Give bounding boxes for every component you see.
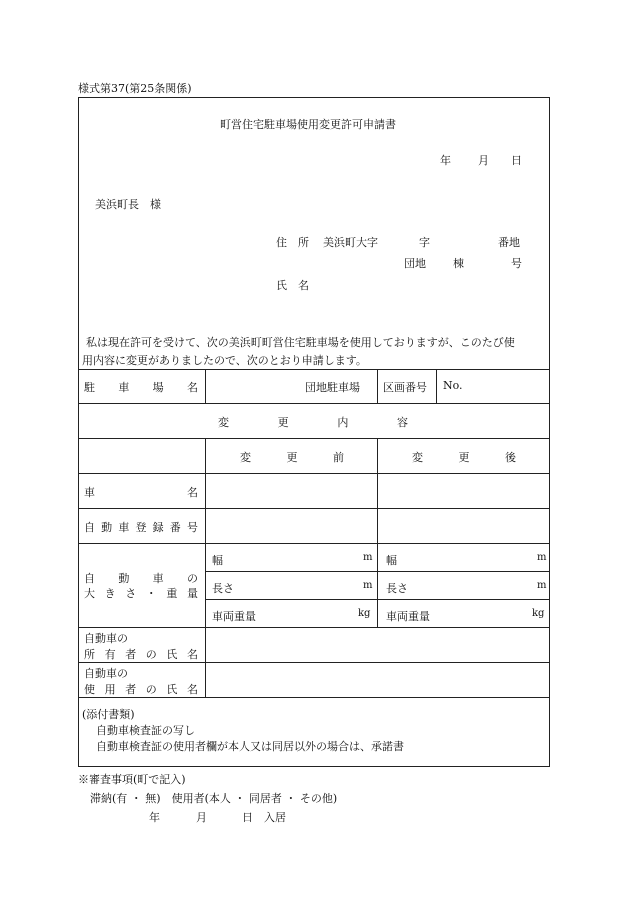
table-top-line: [78, 369, 550, 370]
label-char: 駐: [84, 381, 95, 394]
date-year[interactable]: 年: [440, 154, 451, 167]
before-header: [240, 449, 344, 465]
label-char: 録: [152, 521, 164, 534]
label-char: 変: [218, 416, 229, 429]
table-line: [78, 662, 550, 663]
section-number-field[interactable]: No.: [443, 379, 463, 392]
label-char: 動: [101, 521, 113, 534]
label-char: の: [145, 683, 157, 696]
table-line: [78, 473, 550, 474]
label-char: 動: [118, 572, 130, 585]
label-char: 登: [135, 521, 147, 534]
label-char: 車: [118, 381, 130, 394]
owner-label-2: [84, 646, 198, 662]
width-after-label: 幅: [386, 554, 397, 567]
review-year: 年: [149, 811, 160, 824]
registration-number-label: [84, 519, 198, 535]
label-char: 有: [104, 648, 116, 661]
length-before-unit: m: [363, 580, 373, 591]
label-char: 者: [125, 683, 137, 696]
review-heading: ※審査事項(町で記入): [78, 773, 186, 786]
label-char: 前: [333, 451, 344, 464]
length-after-label: 長さ: [386, 582, 408, 595]
attachments-heading: (添付書類): [82, 708, 135, 721]
width-before-label: 幅: [212, 554, 223, 567]
label-char: 後: [505, 451, 516, 464]
date-day[interactable]: 日: [511, 154, 522, 167]
label-char: 氏: [166, 683, 178, 696]
table-line: [78, 627, 550, 628]
label-char: 者: [125, 648, 137, 661]
label-char: 名: [187, 486, 198, 499]
user-label-1: 自動車の: [84, 667, 128, 680]
label-char: 容: [396, 416, 408, 429]
addressee: 美浜町長 様: [95, 198, 161, 211]
tou-label: 棟: [453, 257, 464, 270]
label-char: 自: [84, 521, 95, 534]
size-label-1: [84, 570, 198, 586]
gou-label: 号: [511, 257, 522, 270]
length-after-unit: m: [537, 580, 547, 591]
attachment-item-2: 自動車検査証の使用者欄が本人又は同居以外の場合は、承諾書: [96, 740, 404, 753]
table-col-line: [377, 438, 378, 627]
size-label-2: [84, 585, 198, 601]
section-number-label: 区画番号: [383, 381, 427, 394]
label-char: さ: [125, 587, 137, 600]
danchi-label: 団地: [404, 257, 426, 270]
label-char: 更: [458, 451, 470, 464]
change-content-header: [218, 414, 408, 430]
table-col-line: [205, 369, 206, 403]
label-char: 変: [412, 451, 423, 464]
label-char: 名: [186, 381, 198, 394]
table-line: [78, 403, 550, 404]
label-char: ・: [145, 587, 157, 600]
review-day-move-in: 日 入居: [242, 811, 286, 824]
parking-name-label: [84, 379, 198, 395]
statement-line-2: 用内容に変更がありましたので、次のとおり申請します。: [82, 354, 367, 367]
label-char: 量: [186, 587, 198, 600]
label-char: 使: [84, 683, 95, 696]
date-month[interactable]: 月: [478, 154, 489, 167]
statement-line-1: 私は現在許可を受けて、次の美浜町町営住宅駐車場を使用しておりますが、このたび使: [86, 336, 515, 349]
parking-suffix: 団地駐車場: [305, 381, 360, 394]
label-char: 名: [186, 683, 198, 696]
after-header: [412, 449, 516, 465]
weight-before-label: 車両重量: [212, 610, 256, 623]
label-char: 用: [104, 683, 116, 696]
table-line: [78, 543, 550, 544]
address-label: 住 所: [276, 236, 309, 249]
label-char: 自: [84, 572, 95, 585]
table-line: [78, 508, 550, 509]
aza-label: 字: [419, 236, 430, 249]
review-month: 月: [196, 811, 207, 824]
weight-after-label: 車両重量: [386, 610, 430, 623]
owner-label-1: 自動車の: [84, 632, 128, 645]
label-char: 内: [337, 416, 349, 429]
length-before-label: 長さ: [212, 582, 234, 595]
table-col-line: [436, 369, 437, 403]
label-char: の: [145, 648, 157, 661]
label-char: の: [186, 572, 198, 585]
table-col-line: [377, 369, 378, 403]
label-char: 車: [118, 521, 130, 534]
label-char: 車: [84, 486, 95, 499]
label-char: 号: [186, 521, 198, 534]
label-char: 場: [152, 381, 164, 394]
width-before-unit: m: [363, 552, 373, 563]
label-char: 更: [277, 416, 289, 429]
label-char: き: [104, 587, 116, 600]
label-char: 大: [84, 587, 95, 600]
review-line-1: 滞納(有 ・ 無) 使用者(本人 ・ 同居者 ・ その他): [90, 792, 338, 805]
label-char: 名: [186, 648, 198, 661]
address-prefix: 美浜町大字: [323, 236, 378, 249]
table-col-line: [205, 438, 206, 697]
width-after-unit: m: [537, 552, 547, 563]
banchi-label: 番地: [498, 236, 520, 249]
label-char: 氏: [166, 648, 178, 661]
table-line: [78, 438, 550, 439]
label-char: 車: [152, 572, 164, 585]
name-label: 氏 名: [276, 279, 309, 292]
label-char: 更: [286, 451, 298, 464]
weight-after-unit: kg: [532, 608, 545, 619]
form-title: 町営住宅駐車場使用変更許可申請書: [220, 118, 396, 131]
user-label-2: [84, 681, 198, 697]
label-char: 重: [166, 587, 178, 600]
car-name-label: [84, 484, 198, 500]
weight-before-unit: kg: [358, 608, 371, 619]
table-line: [78, 697, 550, 698]
label-char: 変: [240, 451, 251, 464]
attachment-item-1: 自動車検査証の写し: [96, 724, 195, 737]
label-char: 所: [84, 648, 95, 661]
label-char: 番: [169, 521, 181, 534]
form-number: 様式第37(第25条関係): [78, 82, 192, 95]
